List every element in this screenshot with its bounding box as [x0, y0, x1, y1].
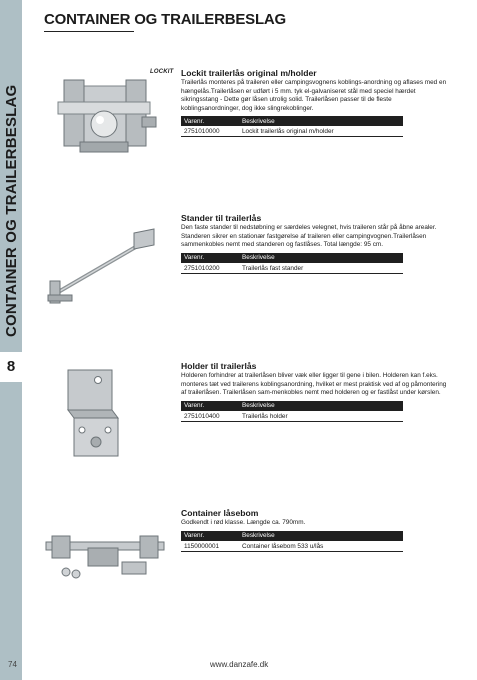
header-description: Beskrivelse [239, 531, 403, 541]
header-item-no: Varenr. [181, 531, 239, 541]
product-name: Stander til trailerlås [181, 213, 262, 223]
website-url: www.danzafe.dk [210, 660, 269, 669]
table-row [181, 126, 403, 137]
side-section-title: CONTAINER OG TRAILERBESLAG [3, 84, 20, 337]
item-number: 2751010200 [181, 263, 239, 274]
spec-table [181, 116, 403, 137]
lockit-logo: LOCKIT [150, 69, 174, 75]
product-name: Holder til trailerlås [181, 361, 257, 371]
page-title: CONTAINER OG TRAILERBESLAG [44, 11, 287, 28]
item-description: Container låsebom 533 u/lås [239, 541, 403, 552]
item-number: 2751010000 [181, 126, 239, 137]
item-description: Lockit trailerlås original m/holder [239, 126, 403, 137]
table-row [181, 263, 403, 274]
spec-table [181, 253, 403, 274]
header-item-no: Varenr. [181, 401, 239, 411]
spec-table [181, 401, 403, 422]
header-description: Beskrivelse [239, 253, 403, 263]
stander-image [42, 225, 162, 307]
product-name: Container låsebom [181, 508, 259, 518]
item-number: 2751010400 [181, 411, 239, 422]
trailer-lock-image [44, 72, 164, 162]
product-container-bar [181, 508, 451, 552]
header-description: Beskrivelse [239, 401, 403, 411]
item-description: Trailerlås fast stander [239, 263, 403, 274]
product-holder [181, 361, 451, 422]
table-row [181, 541, 403, 552]
product-stander [181, 213, 451, 274]
product-description: Den faste stander til nedstøbning er særdeles velegnet, hvis traileren står på åbne arealer. Standeren sikrer en stationær fastgørelse af traileren eller campingvognen.Trailerlåsen sammenkobles nemt med standeren og fastlåses. Total længde: 95 cm. [181, 224, 437, 249]
holder-bracket-image [62, 368, 122, 460]
table-row [181, 411, 403, 422]
header-description: Beskrivelse [239, 116, 403, 126]
header-item-no: Varenr. [181, 116, 239, 126]
page-number: 74 [8, 660, 17, 669]
container-lock-bar-image [44, 532, 166, 582]
product-description: Trailerlås monteres på traileren eller campingsvognens koblings-anordning og aflases med en hængelås.Trailerlåsen er udført i 5 mm. tyk el-galvaniseret stål med speciel hærdet sikringsstang - Dette gør låsen utrolig solid. Trailerlåsen passer til de fleste koblingsanordninger, dog ikke slingrekoblinger. [181, 79, 447, 112]
product-name: Lockit trailerlås original m/holder [181, 68, 317, 78]
item-description: Trailerlås holder [239, 411, 403, 422]
spec-table [181, 531, 403, 552]
header-item-no: Varenr. [181, 253, 239, 263]
product-lockit [181, 68, 451, 137]
product-description: Holderen forhindrer at trailerlåsen bliver væk eller ligger til gene i bilen. Holderen kan f.eks. monteres tæt ved trailerens koblingsanordning, hvilket er mest praktisk ved af og påmontering af trailerlåsen. Trailerlåsen sam-menkobles nemt med holderen og er fastlåst under kørslen. [181, 372, 447, 397]
chapter-number: 8 [0, 352, 22, 382]
product-description: Godkendt i rød klasse. Længde ca. 790mm. [181, 519, 306, 526]
title-underline [44, 31, 134, 32]
item-number: 1150000001 [181, 541, 239, 552]
